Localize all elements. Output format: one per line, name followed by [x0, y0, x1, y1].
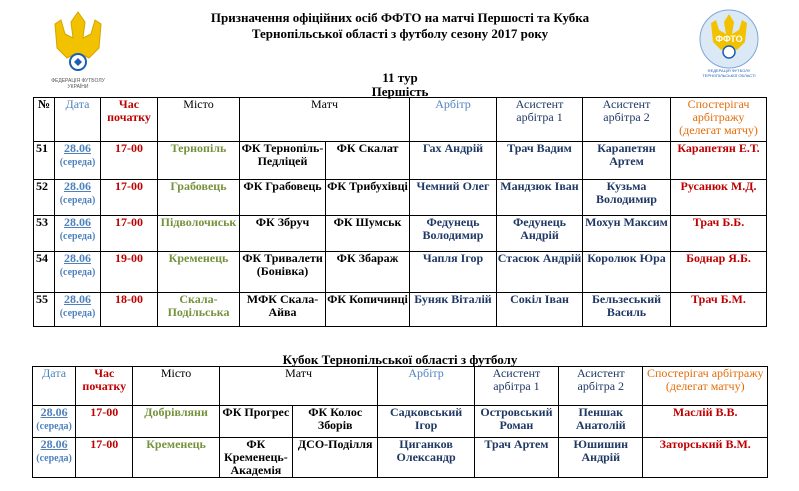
row-city: Скала-Подільська: [158, 293, 240, 327]
cup-table: [32, 366, 768, 478]
row-time: 17-00: [101, 142, 158, 180]
round-label: 11 тур: [382, 70, 418, 85]
date-value: 28.06: [64, 292, 91, 306]
row-observer: Трач Б.М.: [671, 293, 767, 327]
day-value: (середа): [59, 157, 96, 168]
svg-text:ФФТО: ФФТО: [715, 34, 743, 44]
day-value: (середа): [59, 195, 96, 206]
cup-row-city: Добрівляни: [133, 406, 219, 438]
row-away-team: ФК Трибухівці: [326, 180, 410, 216]
row-referee: Чапля Ігор: [410, 252, 497, 293]
col-city: Місто: [158, 98, 240, 142]
row-referee: Чемний Олег: [410, 180, 497, 216]
col-date: Дата: [55, 98, 101, 142]
row-assistant1: Мандзюк Іван: [497, 180, 583, 216]
row-assistant2: Карапетян Артем: [583, 142, 671, 180]
date-value: 28.06: [40, 437, 68, 451]
row-observer: Русанюк М.Д.: [671, 180, 767, 216]
row-observer: Боднар Я.Б.: [671, 252, 767, 293]
col-num: №: [34, 98, 55, 142]
ffto-logo-text: ФЕДЕРАЦІЯ ФУТБОЛУ ТЕРНОПІЛЬСЬКОЇ ОБЛАСТІ: [702, 68, 756, 78]
cup-row-home-team: ФК Прогрес: [219, 406, 292, 438]
cup-row-observer: Маслій В.В.: [643, 406, 768, 438]
row-time: 17-00: [101, 180, 158, 216]
cup-row-away-team: ДСО-Поділля: [293, 438, 378, 478]
row-assistant1: Трач Вадим: [497, 142, 583, 180]
date-value: 28.06: [64, 179, 91, 193]
row-city: Тернопіль: [158, 142, 240, 180]
table-row: [34, 180, 767, 216]
row-assistant2: Кузьма Володимир: [583, 180, 671, 216]
col-time: Час початку: [101, 98, 158, 142]
competition-label: Першість: [371, 84, 429, 99]
cup-col-time: Час початку: [76, 367, 133, 406]
row-date: [55, 216, 101, 252]
cup-row-date: [33, 406, 76, 438]
row-away-team: ФК Збараж: [326, 252, 410, 293]
cup-row-date: [33, 438, 76, 478]
row-num: 54: [34, 252, 55, 293]
row-referee: Буняк Віталій: [410, 293, 497, 327]
day-value: (середа): [59, 308, 96, 319]
row-date: [55, 293, 101, 327]
row-observer: Трач Б.Б.: [671, 216, 767, 252]
row-assistant1: Сокіл Іван: [497, 293, 583, 327]
cup-col-observer: Спостерігач арбітражу (делегат матчу): [643, 367, 768, 406]
cup-row-referee: Садковський Ігор: [378, 406, 474, 438]
row-assistant2: Королюк Юра: [583, 252, 671, 293]
col-match: Матч: [240, 98, 410, 142]
table-row: [34, 293, 767, 327]
cup-row: [33, 438, 768, 478]
ffto-logo: [698, 8, 760, 78]
cup-row-home-team: ФК Кременець-Академія: [219, 438, 292, 478]
row-home-team: ФК Тривалети (Бонівка): [240, 252, 326, 293]
row-time: 18-00: [101, 293, 158, 327]
day-value: (середа): [36, 421, 72, 432]
date-value: 28.06: [40, 405, 68, 419]
cup-col-assistant1: Асистент арбітра 1: [474, 367, 558, 406]
row-num: 55: [34, 293, 55, 327]
cup-header-row: [33, 367, 768, 406]
day-value: (середа): [59, 231, 96, 242]
col-referee: Арбітр: [410, 98, 497, 142]
row-num: 52: [34, 180, 55, 216]
cup-col-date: Дата: [33, 367, 76, 406]
cup-row-assistant1: Островський Роман: [474, 406, 558, 438]
row-away-team: ФК Шумськ: [326, 216, 410, 252]
table-row: [34, 252, 767, 293]
col-observer: Спостерігач арбітражу (делегат матчу): [671, 98, 767, 142]
cup-row-assistant2: Пеншак Анатолій: [559, 406, 643, 438]
row-home-team: МФК Скала-Айва: [240, 293, 326, 327]
day-value: (середа): [59, 267, 96, 278]
day-value: (середа): [36, 453, 72, 464]
date-value: 28.06: [64, 251, 91, 265]
row-assistant2: Бельзеський Василь: [583, 293, 671, 327]
table-header-row: [34, 98, 767, 142]
cup-row-assistant1: Трач Артем: [474, 438, 558, 478]
row-city: Грабовець: [158, 180, 240, 216]
cup-col-match: Матч: [219, 367, 378, 406]
row-time: 17-00: [101, 216, 158, 252]
row-assistant1: Федунець Андрій: [497, 216, 583, 252]
cup-col-city: Місто: [133, 367, 219, 406]
cup-row: [33, 406, 768, 438]
cup-row-time: 17-00: [76, 406, 133, 438]
ffu-logo-text: ФЕДЕРАЦІЯ ФУТБОЛУ УКРАЇНИ: [51, 78, 105, 90]
col-assistant1: Асистент арбітра 1: [497, 98, 583, 142]
league-table: [33, 97, 767, 327]
cup-row-observer: Заторський В.М.: [643, 438, 768, 478]
cup-row-away-team: ФК Колос Зборів: [293, 406, 378, 438]
cup-row-assistant2: Юшишин Андрій: [559, 438, 643, 478]
row-date: [55, 142, 101, 180]
row-city: Кременець: [158, 252, 240, 293]
row-city: Підволочиськ: [158, 216, 240, 252]
row-time: 19-00: [101, 252, 158, 293]
doc-title-line2: Тернопільської області з футболу сезону 2017 року: [251, 26, 549, 41]
cup-row-time: 17-00: [76, 438, 133, 478]
date-value: 28.06: [64, 215, 91, 229]
row-assistant1: Стасюк Андрій: [497, 252, 583, 293]
row-home-team: ФК Збруч: [240, 216, 326, 252]
row-home-team: ФК Тернопіль-Педліцей: [240, 142, 326, 180]
row-num: 53: [34, 216, 55, 252]
row-away-team: ФК Скалат: [326, 142, 410, 180]
row-num: 51: [34, 142, 55, 180]
row-away-team: ФК Копичинці: [326, 293, 410, 327]
cup-row-referee: Циганков Олександр: [378, 438, 474, 478]
ffu-logo: [45, 8, 111, 94]
row-referee: Федунець Володимир: [410, 216, 497, 252]
row-date: [55, 252, 101, 293]
cup-row-city: Кременець: [133, 438, 219, 478]
cup-col-assistant2: Асистент арбітра 2: [559, 367, 643, 406]
date-value: 28.06: [64, 141, 91, 155]
cup-title: Кубок Тернопільської області з футболу: [282, 352, 518, 367]
table-row: [34, 216, 767, 252]
row-referee: Гах Андрій: [410, 142, 497, 180]
row-assistant2: Мохун Максим: [583, 216, 671, 252]
row-observer: Карапетян Е.Т.: [671, 142, 767, 180]
row-date: [55, 180, 101, 216]
doc-title-line1: Призначення офіційних осіб ФФТО на матчі Першості та Кубка: [210, 10, 590, 25]
cup-col-referee: Арбітр: [378, 367, 474, 406]
col-assistant2: Асистент арбітра 2: [583, 98, 671, 142]
table-row: [34, 142, 767, 180]
row-home-team: ФК Грабовець: [240, 180, 326, 216]
